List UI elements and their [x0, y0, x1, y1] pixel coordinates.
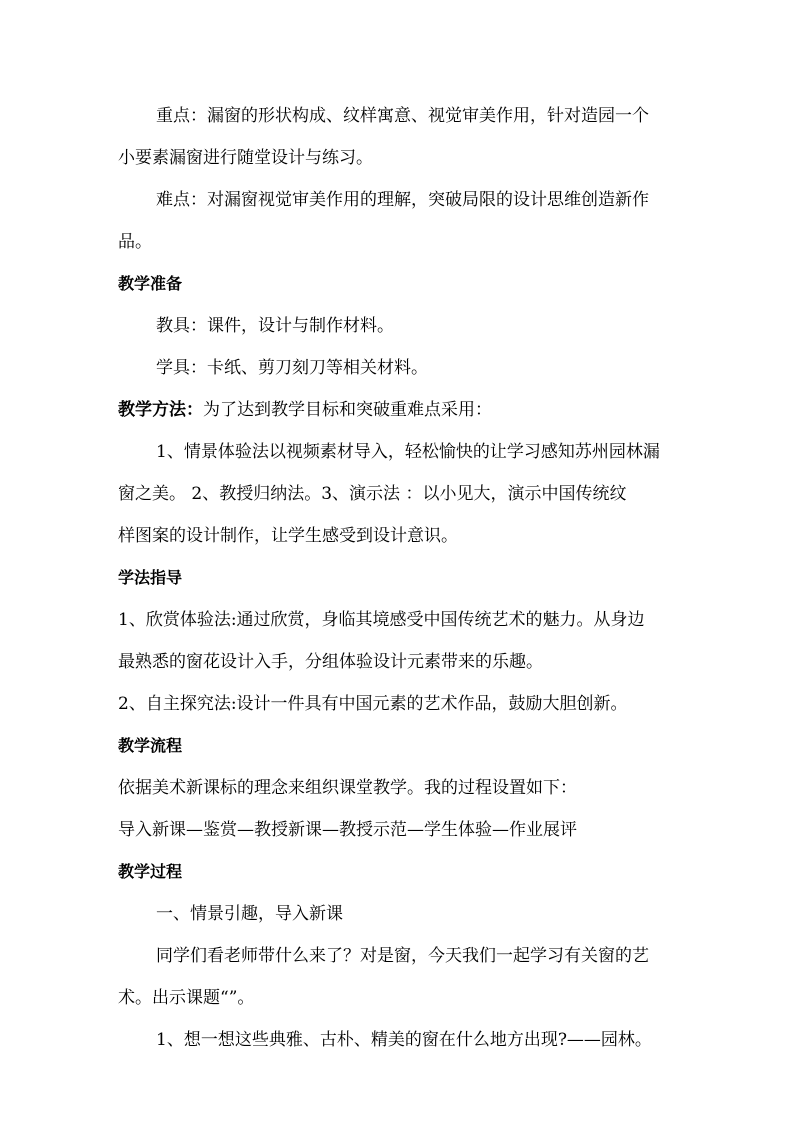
- intro-line-1: 同学们看老师带什么来了？对是窗，今天我们一起学习有关窗的艺: [156, 946, 649, 966]
- keypoints-line-1: 重点：漏窗的形状构成、纹样寓意、视觉审美作用，针对造园一个: [156, 106, 649, 126]
- keypoints-line-2: 小要素漏窗进行随堂设计与练习。: [118, 148, 373, 168]
- intro-line-2: 术。出示课题“”。: [118, 988, 255, 1008]
- study-heading: 学法指导: [118, 568, 183, 587]
- teacher-tools: 教具：课件，设计与制作材料。: [156, 316, 394, 336]
- process-heading: 教学过程: [118, 862, 183, 881]
- difficulty-line-2: 品。: [118, 232, 152, 252]
- section-1-title: 一、情景引趣，导入新课: [156, 904, 343, 924]
- study-line-2: 2、自主探究法:设计一件具有中国元素的艺术作品，鼓励大胆创新。: [118, 694, 628, 714]
- question-line-1: 1、想一想这些典雅、古朴、精美的窗在什么地方出现?——园林。: [156, 1030, 652, 1050]
- method-text: 为了达到教学目标和突破重难点采用：: [203, 400, 492, 420]
- method-line-2: 窗之美。 2、教授归纳法。3、演示法 ：以小见大，演示中国传统纹: [118, 484, 627, 504]
- method-line: [118, 398, 492, 422]
- method-line-3: 样图案的设计制作，让学生感受到设计意识。: [118, 526, 458, 546]
- difficulty-line-1: 难点：对漏窗视觉审美作用的理解，突破局限的设计思维创造新作: [156, 190, 649, 210]
- method-heading: 教学方法：: [118, 400, 203, 420]
- study-line-1a: 1、欣赏体验法:通过欣赏，身临其境感受中国传统艺术的魅力。从身边: [118, 610, 645, 630]
- flow-steps: 导入新课—鉴赏—教授新课—教授示范—学生体验—作业展评: [118, 820, 577, 840]
- study-line-1b: 最熟悉的窗花设计入手，分组体验设计元素带来的乐趣。: [118, 652, 543, 672]
- flow-text: 依据美术新课标的理念来组织课堂教学。我的过程设置如下：: [118, 778, 577, 798]
- student-tools: 学具：卡纸、剪刀刻刀等相关材料。: [156, 358, 428, 378]
- prep-heading: 教学准备: [118, 274, 183, 293]
- flow-heading: 教学流程: [118, 736, 183, 755]
- method-line-1: 1、情景体验法以视频素材导入，轻松愉快的让学习感知苏州园林漏: [156, 442, 660, 462]
